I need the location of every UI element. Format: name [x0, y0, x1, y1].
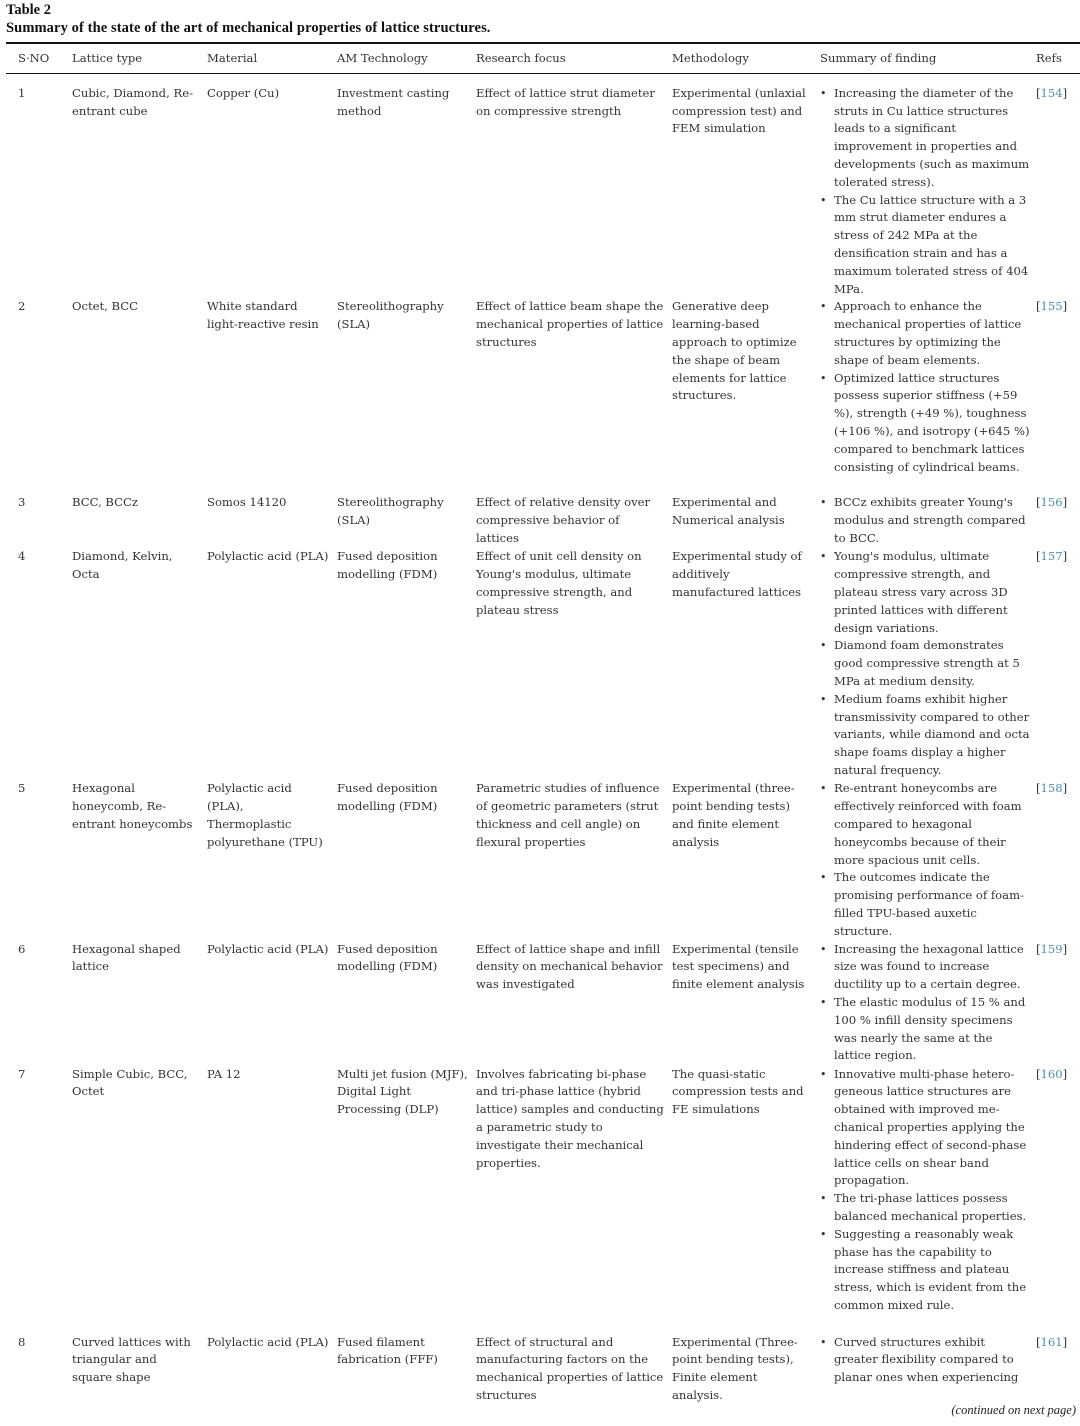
bullet-icon: • [820, 1067, 827, 1081]
finding-text: Young's modulus, ultimate compressive strength, and plateau stress vary across 3D printed lattices with different design variations. [834, 549, 1008, 635]
bullet-icon: • [820, 371, 827, 385]
ref-bracket-open: [ [1036, 781, 1041, 796]
findings-list [820, 1334, 1036, 1387]
row-ref [1036, 548, 1080, 780]
header-lattice-type: Lattice type [72, 51, 143, 65]
finding-item [820, 370, 1036, 477]
table-label: Table 2 [6, 2, 51, 18]
row-research-focus-text: Effect of lattice beam shape the mechanical properties of lattice structures [476, 299, 664, 349]
lattice-properties-table [6, 42, 1080, 1414]
bullet-icon: • [820, 86, 827, 100]
row-methodology [672, 548, 820, 780]
ref-bracket-close: ] [1062, 1334, 1068, 1349]
bullet-icon: • [820, 1335, 827, 1349]
row-ref [1036, 1066, 1080, 1334]
finding-text: Optimized lattice structures possess superior stiffness (+59 %), strength (+49 %), toughness (+106 %), and isotropy (+645 %) compared to benchmark lattices consisting of cylindrical beams. [834, 370, 1030, 474]
row-material-text: Polylactic acid (PLA), Thermoplastic polyurethane (TPU) [207, 781, 323, 849]
table-row [6, 780, 1080, 940]
row-methodology [672, 1334, 820, 1414]
row-ref [1036, 298, 1080, 494]
row-sno [6, 1066, 72, 1334]
row-lattice-type [72, 1334, 207, 1414]
finding-text: The elastic modulus of 15 % and 100 % infill density specimens was nearly the same at the lattice region. [834, 994, 1026, 1063]
ref-bracket-open: [ [1036, 495, 1041, 510]
row-summary [820, 780, 1036, 940]
row-methodology-text: Experimental (unlaxial compression test) and FEM simulation [672, 85, 806, 136]
row-am-technology-text: Fused deposition modelling (FDM) [337, 941, 438, 974]
row-research-focus-text: Effect of lattice strut diameter on compressive strength [476, 85, 655, 118]
finding-item [820, 1226, 1036, 1315]
row-lattice-type [72, 548, 207, 780]
header-summary: Summary of finding [820, 51, 937, 65]
row-research-focus [476, 1334, 672, 1414]
finding-text: Curved structures exhibit greater flexibility compared to planar ones when experiencing [834, 1334, 1019, 1385]
row-material [207, 780, 337, 940]
row-ref [1036, 941, 1080, 1066]
table-row [6, 494, 1080, 548]
ref-number[interactable]: 160 [1040, 1066, 1063, 1081]
row-methodology [672, 941, 820, 1066]
row-research-focus-text: Effect of structural and manufacturing factors on the mechanical properties of lattice structures [476, 1334, 664, 1402]
finding-text: The outcomes indicate the promising performance of foam-filled TPU-based auxetic structure. [834, 870, 1024, 938]
row-sno-text: 6 [18, 941, 26, 956]
row-methodology-text: Experimental (three-point bending tests) and finite element analysis [672, 781, 795, 849]
finding-item [820, 994, 1036, 1065]
row-summary [820, 548, 1036, 780]
finding-text: Increasing the diameter of the struts in Cu lattice structures leads to a significant improvement in properties and developments (such as maximum tolerated stress). [834, 85, 1030, 189]
header-am-technology: AM Technology [337, 51, 428, 65]
ref-bracket-open: [ [1036, 549, 1041, 564]
row-methodology-text: Experimental and Numerical analysis [672, 495, 785, 528]
finding-item [820, 780, 1036, 869]
ref-number[interactable]: 161 [1040, 1334, 1063, 1349]
findings-list [820, 1066, 1036, 1315]
row-methodology [672, 73, 820, 298]
row-am-technology-text: Multi jet fusion (MJF), Digital Light Processing (DLP) [337, 1066, 468, 1117]
ref-bracket-close: ] [1062, 549, 1068, 564]
header-methodology: Methodology [672, 51, 749, 65]
row-ref [1036, 1334, 1080, 1414]
row-summary [820, 298, 1036, 494]
row-material-text: Polylactic acid (PLA) [207, 941, 329, 956]
finding-item [820, 691, 1036, 780]
findings-list [820, 494, 1036, 547]
row-am-technology [337, 548, 476, 780]
reference-link[interactable] [1036, 1335, 1067, 1349]
ref-bracket-close: ] [1062, 495, 1068, 510]
header-refs: Refs [1036, 51, 1062, 65]
finding-item [820, 637, 1036, 690]
table-caption: Summary of the state of the art of mechanical properties of lattice structures. [6, 20, 491, 36]
finding-text: BCCz exhibits greater Young's modulus and strength compared to BCC. [834, 495, 1026, 545]
row-summary [820, 1066, 1036, 1334]
row-research-focus [476, 494, 672, 548]
table-body [6, 73, 1080, 1413]
finding-item [820, 1190, 1036, 1226]
row-lattice-type [72, 1066, 207, 1334]
row-research-focus-text: Parametric studies of influence of geometric parameters (strut thickness and cell angle) on flexural properties [476, 781, 660, 849]
row-am-technology [337, 73, 476, 298]
row-summary [820, 1334, 1036, 1414]
row-material-text: Polylactic acid (PLA) [207, 1334, 329, 1349]
row-material [207, 548, 337, 780]
findings-list [820, 85, 1036, 299]
header-material: Material [207, 51, 258, 65]
row-lattice-type [72, 780, 207, 940]
finding-text: The Cu lattice structure with a 3 mm strut diameter endures a stress of 242 MPa at the densification strain and has a maximum tolerated stress of 404 MPa. [834, 192, 1029, 296]
findings-list [820, 548, 1036, 779]
bullet-icon: • [820, 496, 827, 510]
finding-item [820, 1066, 1036, 1191]
bullet-icon: • [820, 639, 827, 653]
bullet-icon: • [820, 871, 827, 885]
bullet-icon: • [820, 1192, 827, 1206]
ref-bracket-open: [ [1036, 85, 1041, 100]
bullet-icon: • [820, 942, 827, 956]
row-summary [820, 941, 1036, 1066]
table-row [6, 298, 1080, 494]
row-material [207, 941, 337, 1066]
finding-item [820, 192, 1036, 299]
row-sno-text: 1 [18, 85, 26, 100]
findings-list [820, 298, 1036, 476]
row-lattice-type-text: BCC, BCCz [72, 495, 139, 510]
row-lattice-type-text: Diamond, Kelvin, Octa [72, 549, 173, 582]
row-methodology [672, 780, 820, 940]
row-research-focus-text: Effect of lattice shape and infill density on mechanical behavior was investigated [476, 941, 663, 992]
ref-number[interactable]: 154 [1040, 85, 1063, 100]
finding-text: Suggesting a reasonably weak phase has the capability to increase stiffness and plateau stress, which is evident from the common mixed rule. [834, 1226, 1027, 1312]
finding-text: Re-entrant honeycombs are effectively reinforced with foam compared to hexagonal honeycombs because of their more spacious unit cells. [834, 781, 1022, 867]
row-ref [1036, 73, 1080, 298]
row-material [207, 1066, 337, 1334]
row-summary [820, 73, 1036, 298]
row-sno [6, 780, 72, 940]
bullet-icon: • [820, 300, 827, 314]
row-lattice-type-text: Octet, BCC [72, 299, 139, 314]
finding-item [820, 494, 1036, 547]
row-am-technology [337, 1066, 476, 1334]
reference-link[interactable] [1036, 942, 1067, 956]
row-ref [1036, 494, 1080, 548]
row-am-technology-text: Fused filament fabrication (FFF) [337, 1334, 438, 1367]
bullet-icon: • [820, 1227, 827, 1241]
row-am-technology [337, 298, 476, 494]
row-am-technology-text: Fused deposition modelling (FDM) [337, 549, 438, 582]
row-methodology-text: Experimental (tensile test specimens) and finite element analysis [672, 941, 805, 992]
ref-number[interactable]: 157 [1040, 549, 1063, 564]
row-am-technology-text: Investment casting method [337, 85, 450, 118]
ref-number[interactable]: 159 [1040, 941, 1063, 956]
ref-bracket-open: [ [1036, 941, 1041, 956]
row-sno [6, 548, 72, 780]
row-material [207, 298, 337, 494]
table-row [6, 73, 1080, 298]
row-lattice-type-text: Hexagonal shaped lattice [72, 941, 181, 974]
row-research-focus [476, 780, 672, 940]
row-methodology [672, 494, 820, 548]
row-methodology-text: The quasi-static compression tests and FE simulations [672, 1066, 804, 1117]
row-lattice-type [72, 494, 207, 548]
row-lattice-type [72, 941, 207, 1066]
row-lattice-type-text: Simple Cubic, BCC, Octet [72, 1066, 188, 1099]
findings-list [820, 780, 1036, 940]
finding-text: The tri-phase lattices possess balanced mechanical properties. [834, 1191, 1027, 1223]
bullet-icon: • [820, 692, 827, 706]
finding-text: Medium foams exhibit higher transmissivity compared to other variants, while diamond and octa shape foams display a higher natural frequency. [834, 691, 1030, 777]
table-row [6, 1066, 1080, 1334]
row-am-technology [337, 941, 476, 1066]
row-methodology-text: Experimental study of additively manufactured lattices [672, 549, 802, 599]
row-sno-text: 8 [18, 1334, 26, 1349]
row-sno-text: 5 [18, 781, 26, 796]
ref-bracket-close: ] [1062, 781, 1068, 796]
header-row [6, 43, 1080, 73]
row-sno-text: 7 [18, 1066, 26, 1081]
finding-item [820, 548, 1036, 637]
row-research-focus [476, 1066, 672, 1334]
row-am-technology [337, 780, 476, 940]
row-am-technology [337, 494, 476, 548]
row-lattice-type-text: Hexagonal honeycomb, Re-entrant honeycombs [72, 781, 193, 831]
row-sno [6, 494, 72, 548]
row-research-focus-text: Effect of unit cell density on Young's modulus, ultimate compressive strength, and plateau stress [476, 549, 642, 617]
finding-text: Diamond foam demonstrates good compressive strength at 5 MPa at medium density. [834, 638, 1020, 688]
finding-text: Approach to enhance the mechanical properties of lattice structures by optimizing the shape of beam elements. [834, 299, 1022, 367]
finding-item [820, 85, 1036, 192]
reference-link[interactable] [1036, 1067, 1067, 1081]
bullet-icon: • [820, 193, 827, 207]
bullet-icon: • [820, 550, 827, 564]
row-lattice-type-text: Curved lattices with triangular and square shape [72, 1334, 191, 1385]
row-material [207, 73, 337, 298]
row-methodology [672, 1066, 820, 1334]
row-material [207, 494, 337, 548]
row-am-technology-text: Fused deposition modelling (FDM) [337, 781, 438, 814]
row-sno-text: 4 [18, 549, 26, 564]
header-sno: S·NO [18, 51, 50, 65]
ref-bracket-open: [ [1036, 1066, 1041, 1081]
row-methodology-text: Experimental (Three-point bending tests), Finite element analysis. [672, 1334, 798, 1402]
finding-item [820, 869, 1036, 940]
row-research-focus [476, 298, 672, 494]
continued-note: (continued on next page) [951, 1403, 1076, 1417]
reference-link[interactable] [1036, 781, 1067, 795]
table-row [6, 941, 1080, 1066]
header-research-focus: Research focus [476, 51, 566, 65]
finding-item [820, 941, 1036, 994]
row-research-focus-text: Involves fabricating bi-phase and tri-phase lattice (hybrid lattice) samples and conducting a parametric study to investigate their mechanical properties. [476, 1066, 664, 1170]
reference-link[interactable] [1036, 549, 1067, 563]
row-ref [1036, 780, 1080, 940]
ref-bracket-open: [ [1036, 1334, 1041, 1349]
row-sno [6, 941, 72, 1066]
row-am-technology-text: Stereolithography (SLA) [337, 299, 444, 332]
row-material-text: Copper (Cu) [207, 85, 280, 100]
bullet-icon: • [820, 782, 827, 796]
row-summary [820, 494, 1036, 548]
row-methodology [672, 298, 820, 494]
row-sno [6, 73, 72, 298]
ref-bracket-close: ] [1062, 941, 1068, 956]
row-sno-text: 2 [18, 299, 26, 314]
reference-link[interactable] [1036, 495, 1067, 509]
row-research-focus [476, 548, 672, 780]
row-am-technology-text: Stereolithography (SLA) [337, 495, 444, 528]
findings-list [820, 941, 1036, 1066]
row-lattice-type-text: Cubic, Diamond, Re-entrant cube [72, 85, 193, 118]
finding-item [820, 298, 1036, 369]
row-am-technology [337, 1334, 476, 1414]
reference-link[interactable] [1036, 86, 1067, 100]
row-lattice-type [72, 73, 207, 298]
finding-text: Innovative multi-phase hetero-geneous lattice structures are obtained with improved me-chanical properties applying the hindering effect of second-phase lattice cells on shear band propagation. [834, 1066, 1027, 1188]
table-header [6, 43, 1080, 73]
row-material-text: Somos 14120 [207, 495, 287, 510]
row-sno-text: 3 [18, 495, 26, 510]
reference-link[interactable] [1036, 299, 1067, 313]
ref-bracket-open: [ [1036, 299, 1041, 314]
row-material [207, 1334, 337, 1414]
row-research-focus [476, 73, 672, 298]
ref-bracket-close: ] [1062, 1066, 1068, 1081]
table-row [6, 548, 1080, 780]
ref-bracket-close: ] [1062, 299, 1068, 314]
row-sno [6, 1334, 72, 1414]
row-material-text: PA 12 [207, 1066, 241, 1081]
finding-text: Increasing the hexagonal lattice size was found to increase ductility up to a certain degree. [834, 941, 1024, 992]
row-research-focus-text: Effect of relative density over compressive behavior of lattices [476, 495, 651, 545]
row-sno [6, 298, 72, 494]
row-material-text: Polylactic acid (PLA) [207, 549, 329, 564]
ref-number[interactable]: 155 [1040, 299, 1063, 314]
table-row [6, 1334, 1080, 1414]
bullet-icon: • [820, 995, 827, 1009]
ref-number[interactable]: 158 [1040, 781, 1063, 796]
row-lattice-type [72, 298, 207, 494]
row-methodology-text: Generative deep learning-based approach to optimize the shape of beam elements for lattice structures. [672, 299, 797, 403]
ref-number[interactable]: 156 [1040, 495, 1063, 510]
ref-bracket-close: ] [1062, 85, 1068, 100]
finding-item [820, 1334, 1036, 1387]
row-research-focus [476, 941, 672, 1066]
row-material-text: White standard light-reactive resin [207, 299, 319, 332]
